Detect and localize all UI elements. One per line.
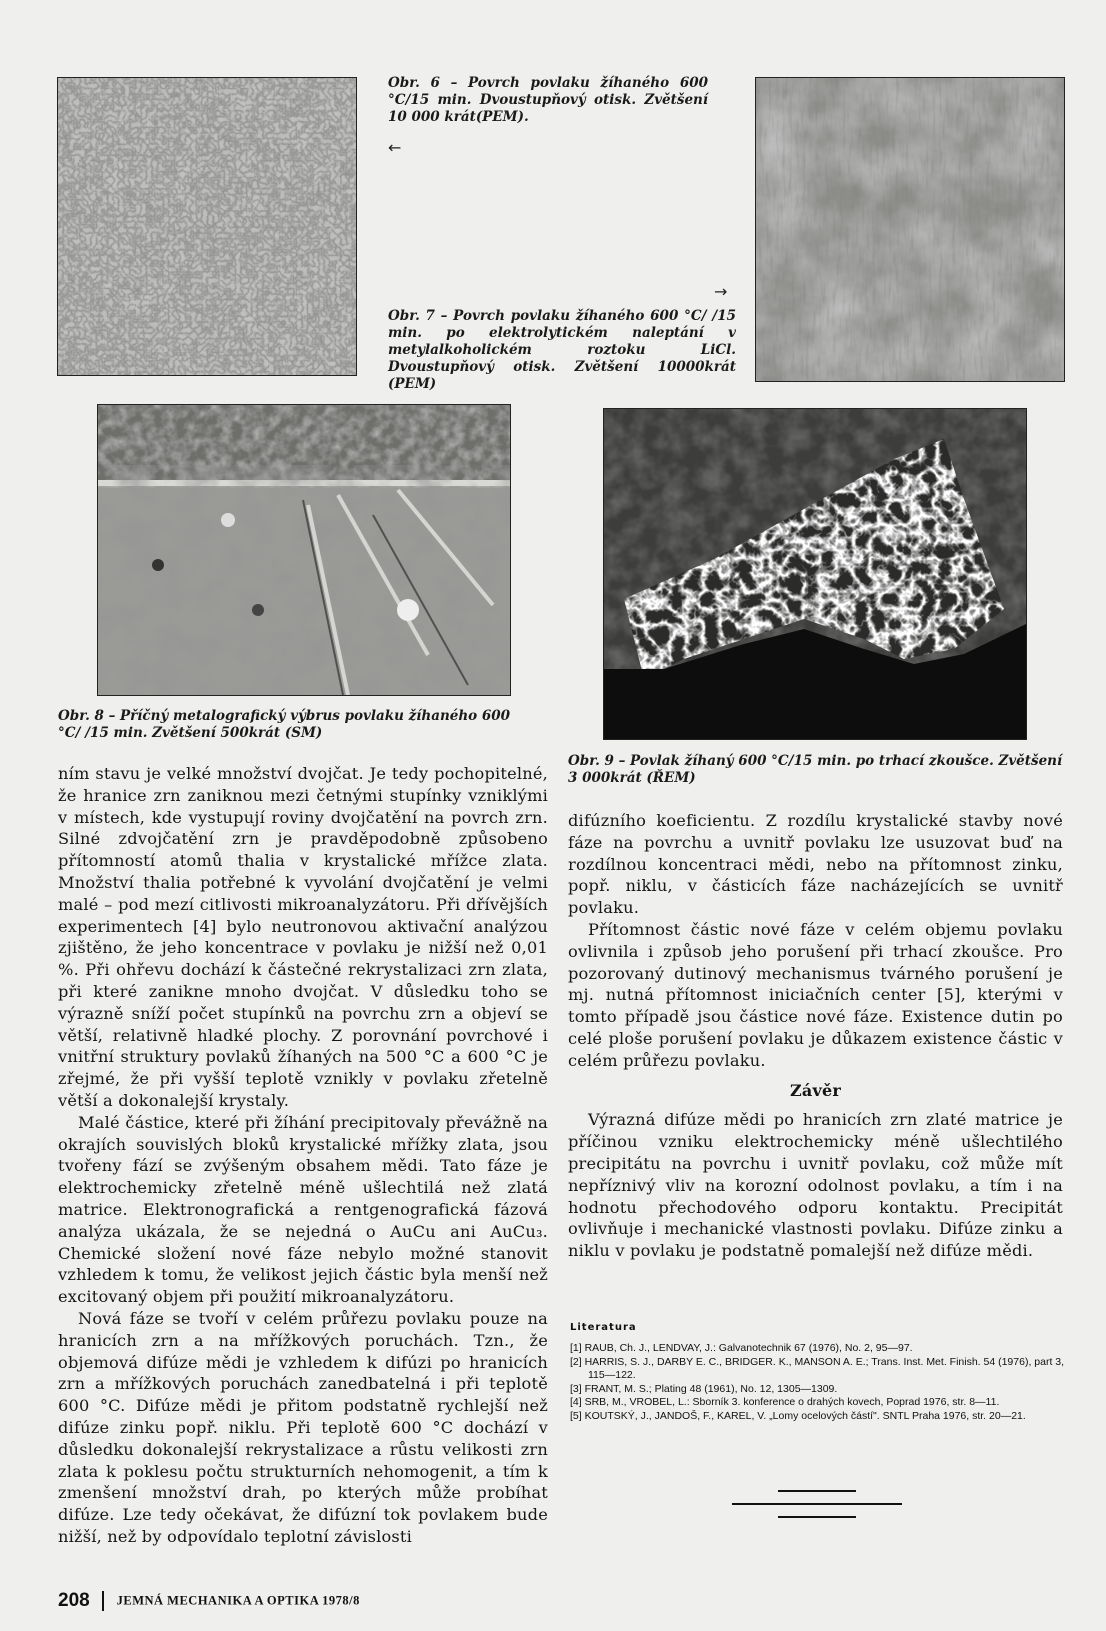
end-rule-top: [778, 1490, 856, 1492]
figure-7-caption: Obr. 7 – Povrch povlaku žíhaného 600 °C/ /15 min. po elektrolytickém naleptání v metylalkoholickém roztoku LiCl. Dvoustupňový otisk. Zvětšení 10000krát (PEM): [388, 308, 736, 392]
page-footer: [58, 1590, 658, 1614]
reference-item: [2] HARRIS, S. J., DARBY E. C., BRIDGER. K., MANSON A. E.; Trans. Inst. Met. Finish. 54 (1976), part 3, 115—122.: [570, 1355, 1065, 1381]
page-number: 208: [58, 1590, 90, 1611]
references-list: [570, 1342, 1065, 1423]
figure-7-arrow-right: →: [714, 282, 728, 301]
reference-item: [3] FRANT, M. S.; Plating 48 (1961), No. 12, 1305—1309.: [570, 1382, 838, 1395]
figure-7-micrograph: [755, 77, 1065, 382]
reference-item: [5] KOUTSKÝ, J., JANDOŠ, F., KAREL, V. „Lomy ocelových částí". SNTL Praha 1976, str. 20—21.: [570, 1409, 1026, 1422]
figure-6-caption: Obr. 6 – Povrch povlaku žíhaného 600 °C/15 min. Dvoustupňový otisk. Zvětšení 10 000 krát(PEM).: [388, 75, 708, 125]
left-text-column: [58, 763, 548, 1548]
reference-item: [4] SRB, M., VROBEL, L.: Sborník 3. konference o drahých kovech, Poprad 1976, str. 8—11.: [570, 1396, 1000, 1408]
reference-item: [1] RAUB, Ch. J., LENDVAY, J.: Galvanotechnik 67 (1976), No. 2, 95—97.: [570, 1342, 913, 1354]
right-paragraph-2: Přítomnost částic nové fáze v celém objemu povlaku ovlivnila i způsob jeho porušení při trhací zkoušce. Pro pozorovaný dutinový mechanismus tvárného porušení je mj. nutná přítomnost iniciačních center [5], kterými v tomto případě jsou částice nové fáze. Existence dutin po celé ploše porušení povlaku je důkazem existence částic v celém průřezu povlaku.: [568, 919, 1063, 1070]
figure-8-micrograph: [97, 404, 511, 696]
left-paragraph-1: ním stavu je velké množství dvojčat. Je tedy pochopitelné, že hranice zrn zaniknou mezi četnými stupínky vzniklými v místech, kde vystupují roviny dvojčatění na povrch zrn. Silné zdvojčatění zrn je pravděpodobně způsobeno přítomností atomů thalia v krystalické mřížce zlata. Množství thalia potřebné k vyvolání dvojčatění je velmi malé – pod mezí citlivosti mikroanalyzátoru. Při dřívějších experimentech [4] bylo neutronovou aktivační analýzou zjištěno, že jeho koncentrace v povlaku je nižší než 0,01 %. Při ohřevu dochází k částečné rekrystalizaci zrn zlata, při které zanikne mnoho dvojčat. V důsledku toho se výrazně sníží počet stupínků na povrchu zrn a objeví se větší, relativně hladké plochy. Z porovnání povrchové i vnitřní struktury povlaků žíhaných na 500 °C a 600 °C je zřejmé, že při vyšší teplotě vznikly v povlaku zřetelně větší a dokonalejší krystaly.: [58, 764, 548, 1110]
journal-name: JEMNÁ MECHANIKA A OPTIKA 1978/8: [116, 1593, 360, 1608]
footer-divider: [102, 1591, 104, 1611]
left-paragraph-3: Nová fáze se tvoří v celém průřezu povlaku pouze na hranicích zrn a na mřížkových poruchách. Tzn., že objemová difúze mědi je vzhledem k difúzi po hranicích zrn a mřížkových poruchách zanedbatelná i při teplotě 600 °C. Difúze mědi je přitom podstatně rychlejší než difúze zinku popř. niklu. Při teplotě 600 °C dochází v důsledku dokonalejší rekrystalizace a růstu velikosti zrn zlata k poklesu počtu strukturních nehomogenit, a tím k zmenšení množství drah, po kterých může probíhat difúze. Lze tedy očekávat, že difúzní tok povlakem bude nižší, než by odpovídalo teplotní závislosti: [58, 1308, 548, 1546]
figure-6-arrow-left: ←: [388, 138, 402, 157]
end-rule-bottom: [778, 1516, 856, 1518]
conclusion-heading: Závěr: [790, 1080, 841, 1100]
figure-9-caption: Obr. 9 – Povlak žíhaný 600 °C/15 min. po trhací zkoušce. Zvětšení 3 000krát (ŘEM): [568, 753, 1063, 786]
figure-9-micrograph: [603, 408, 1027, 740]
references-title: Literatura: [570, 1322, 637, 1333]
left-paragraph-2: Malé částice, které při žíhání precipitovaly převážně na okrajích souvislých bloků krystalické mřížky zlata, jsou tvořeny fází se zvýšeným obsahem mědi. Tato fáze je elektrochemicky zřetelně méně ušlechtilá než zlatá matrice. Elektronografická a rentgenografická fázová analýza ukázala, že se nejedná o AuCu ani AuCu₃. Chemické složení nové fáze nebylo možné stanovit vzhledem k tomu, že velikost jejich částic byla menší než excitovaný objem při použití mikroanalyzátoru.: [58, 1112, 548, 1307]
right-paragraph-1: difúzního koeficientu. Z rozdílu krystalické stavby nové fáze na povrchu a uvnitř povlaku lze usuzovat buď na rozdílnou koncentraci mědi, nebo na přítomnost zinku, popř. niklu, v částicích fáze nacházejících se uvnitř povlaku.: [568, 811, 1063, 918]
end-rule-middle: [732, 1503, 902, 1505]
right-text-column: [568, 810, 1063, 1262]
figure-6-micrograph: [57, 77, 357, 376]
figure-8-caption: Obr. 8 – Příčný metalografický výbrus povlaku žíhaného 600 °C/ /15 min. Zvětšení 500krát (SM): [58, 708, 511, 741]
right-paragraph-3: Výrazná difúze mědi po hranicích zrn zlaté matrice je příčinou vzniku elektrochemicky méně ušlechtilého precipitátu na povrchu i uvnitř povlaku, což může mít nepříznivý vliv na korozní odolnost povlaku, a tím i na hodnotu přechodového odporu kontaktu. Precipitát ovlivňuje i mechanické vlastnosti povlaku. Difúze zinku a niklu v povlaku je podstatně pomalejší než difúze mědi.: [568, 1110, 1063, 1261]
